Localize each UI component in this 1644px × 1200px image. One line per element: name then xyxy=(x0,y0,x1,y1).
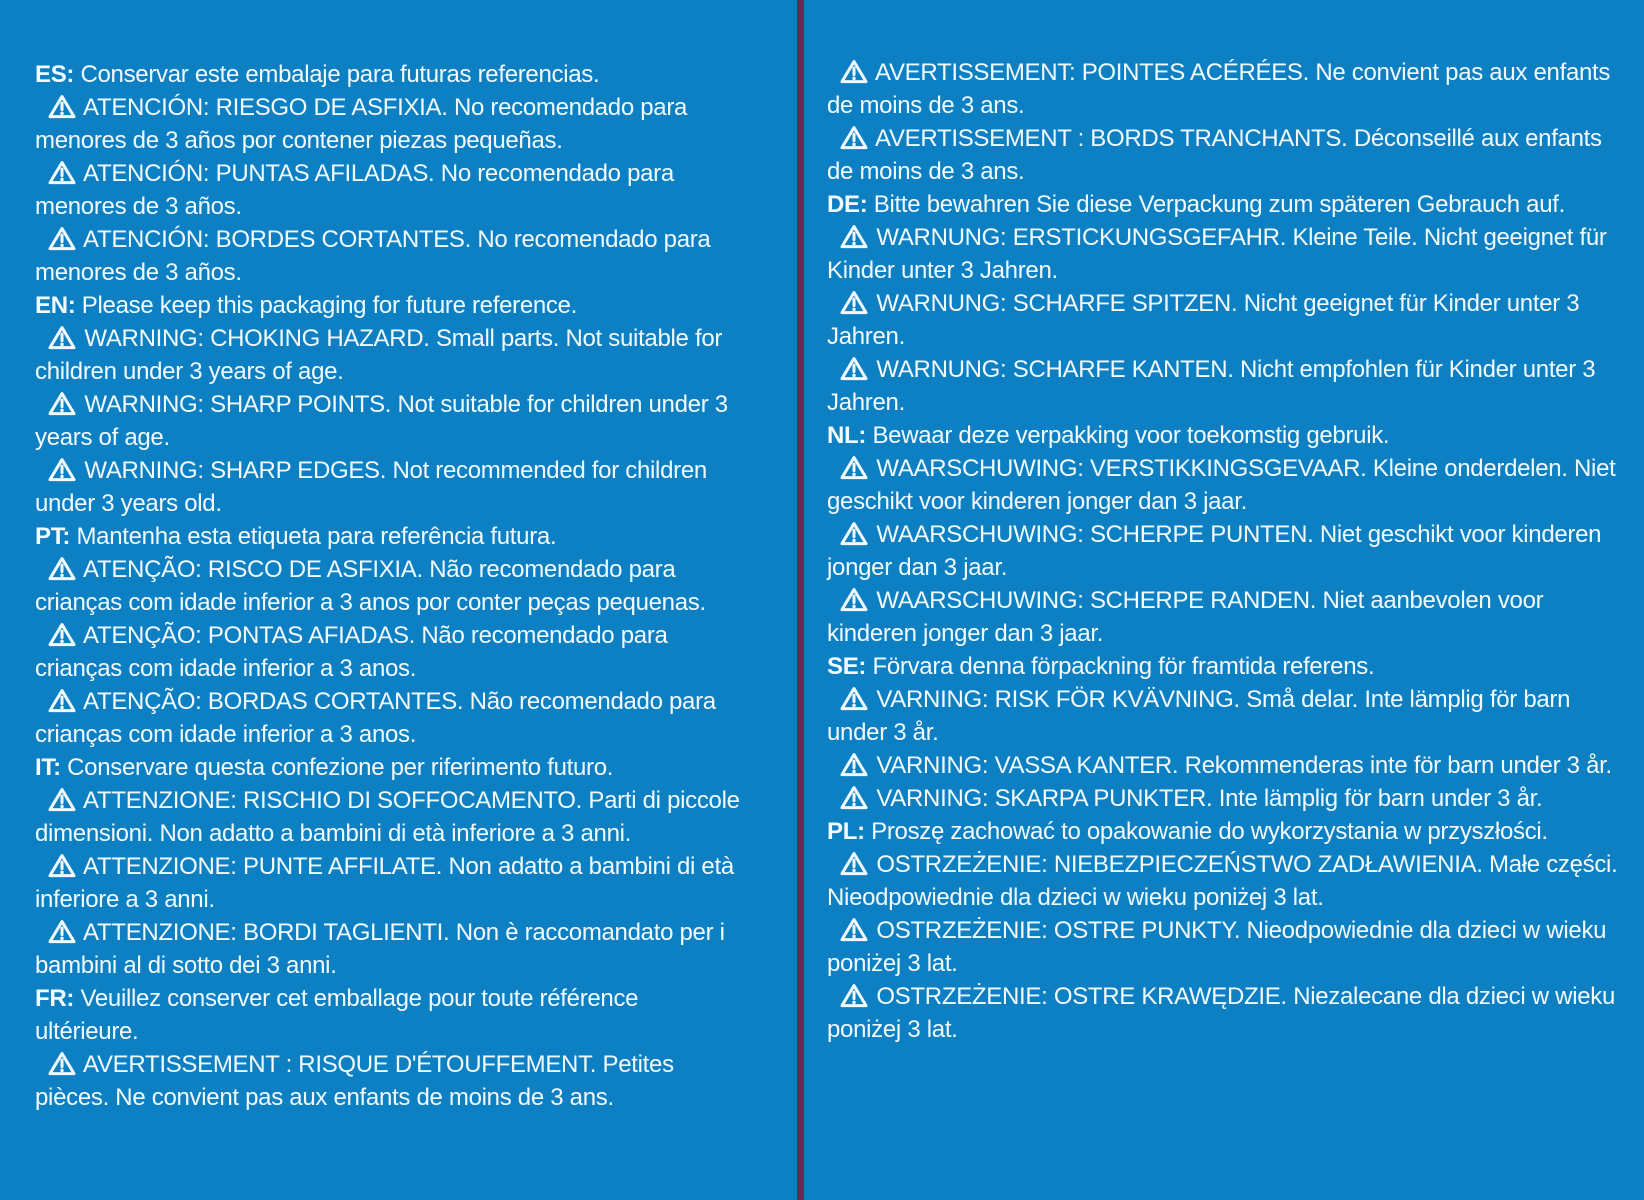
warning-paragraph xyxy=(827,980,1633,1046)
warning-paragraph xyxy=(827,452,1633,518)
warning-triangle-icon xyxy=(840,521,868,546)
warning-triangle-icon xyxy=(840,224,868,249)
warning-triangle-icon xyxy=(48,160,76,185)
warning-triangle-icon xyxy=(48,853,76,878)
warning-paragraph xyxy=(35,157,741,223)
warning-paragraph xyxy=(35,322,741,388)
warning-text: WARNING: SHARP POINTS. Not suitable for children under 3 years of age. xyxy=(35,391,728,451)
language-code-prefix: FR: xyxy=(35,985,75,1012)
language-code-prefix: NL: xyxy=(827,422,867,449)
warning-paragraph xyxy=(35,388,741,454)
warning-paragraph xyxy=(827,782,1633,815)
warning-text: VARNING: RISK FÖR KVÄVNING. Små delar. Inte lämplig för barn under 3 år. xyxy=(827,686,1571,746)
warning-triangle-icon xyxy=(48,94,76,119)
language-code-prefix: EN: xyxy=(35,292,76,319)
language-code-prefix: SE: xyxy=(827,653,867,680)
warning-text: ATENCIÓN: BORDES CORTANTES. No recomendado para menores de 3 años. xyxy=(35,226,711,286)
warning-text: ATENÇÃO: BORDAS CORTANTES. Não recomendado para crianças com idade inferior a 3 anos. xyxy=(35,688,716,748)
warning-paragraph xyxy=(827,221,1633,287)
right-column xyxy=(827,56,1633,1046)
warning-triangle-icon xyxy=(48,787,76,812)
warning-paragraph xyxy=(35,553,741,619)
warning-paragraph xyxy=(827,353,1633,419)
warning-text: ATTENZIONE: RISCHIO DI SOFFOCAMENTO. Parti di piccole dimensioni. Non adatto a bambini di età inferiore a 3 anni. xyxy=(35,787,740,847)
warning-text: ATENÇÃO: PONTAS AFIADAS. Não recomendado para crianças com idade inferior a 3 anos. xyxy=(35,622,668,682)
warning-text: WARNUNG: SCHARFE SPITZEN. Nicht geeignet für Kinder unter 3 Jahren. xyxy=(827,290,1580,350)
warning-paragraph xyxy=(35,619,741,685)
language-section-paragraph xyxy=(35,520,741,553)
warning-text: OSTRZEŻENIE: OSTRE KRAWĘDZIE. Niezalecane dla dzieci w wieku poniżej 3 lat. xyxy=(827,983,1616,1043)
warning-text: ATENCIÓN: PUNTAS AFILADAS. No recomendado para menores de 3 años. xyxy=(35,160,674,220)
warning-paragraph xyxy=(827,584,1633,650)
warning-text: Please keep this packaging for future reference. xyxy=(75,292,578,319)
warning-text: ATENCIÓN: RIESGO DE ASFIXIA. No recomendado para menores de 3 años por contener piezas pequeñas. xyxy=(35,94,688,154)
warning-triangle-icon xyxy=(840,686,868,711)
warning-triangle-icon xyxy=(840,125,868,150)
warning-text: WARNING: CHOKING HAZARD. Small parts. Not suitable for children under 3 years of age. xyxy=(35,325,723,385)
language-code-prefix: ES: xyxy=(35,61,75,88)
warning-triangle-icon xyxy=(48,556,76,581)
warning-text: AVERTISSEMENT: POINTES ACÉRÉES. Ne convient pas aux enfants de moins de 3 ans. xyxy=(827,59,1611,119)
warning-text: WARNUNG: ERSTICKUNGSGEFAHR. Kleine Teile. Nicht geeignet für Kinder unter 3 Jahren. xyxy=(827,224,1607,284)
language-code-prefix: DE: xyxy=(827,191,868,218)
warning-paragraph xyxy=(35,91,741,157)
warning-text: Bitte bewahren Sie diese Verpackung zum späteren Gebrauch auf. xyxy=(867,191,1565,218)
warning-paragraph xyxy=(827,122,1633,188)
warning-text: Mantenha esta etiqueta para referência futura. xyxy=(70,523,557,550)
warning-text: WAARSCHUWING: SCHERPE RANDEN. Niet aanbevolen voor kinderen jonger dan 3 jaar. xyxy=(827,587,1544,647)
warning-triangle-icon xyxy=(48,1051,76,1076)
warning-paragraph xyxy=(827,56,1633,122)
warning-triangle-icon xyxy=(48,919,76,944)
warning-text: Conservare questa confezione per riferimento futuro. xyxy=(60,754,614,781)
center-divider-line xyxy=(797,0,804,1200)
language-code-prefix: PT: xyxy=(35,523,71,550)
language-section-paragraph xyxy=(827,419,1633,452)
warning-text: WAARSCHUWING: SCHERPE PUNTEN. Niet geschikt voor kinderen jonger dan 3 jaar. xyxy=(827,521,1602,581)
warning-triangle-icon xyxy=(48,688,76,713)
warning-text: WAARSCHUWING: VERSTIKKINGSGEVAAR. Kleine onderdelen. Niet geschikt voor kinderen jonger dan 3 jaar. xyxy=(827,455,1616,515)
warning-text: VARNING: VASSA KANTER. Rekommenderas inte för barn under 3 år. xyxy=(876,752,1612,779)
warning-text: WARNUNG: SCHARFE KANTEN. Nicht empfohlen für Kinder unter 3 Jahren. xyxy=(827,356,1596,416)
warning-text: Proszę zachować to opakowanie do wykorzystania w przyszłości. xyxy=(864,818,1548,845)
warning-triangle-icon xyxy=(48,622,76,647)
warning-text: OSTRZEŻENIE: NIEBEZPIECZEŃSTWO ZADŁAWIENIA. Małe części. Nieodpowiednie dla dzieci w wieku poniżej 3 lat. xyxy=(827,851,1618,911)
language-section-paragraph xyxy=(827,815,1633,848)
left-column xyxy=(35,58,741,1114)
language-section-paragraph xyxy=(827,650,1633,683)
warning-text: ATTENZIONE: BORDI TAGLIENTI. Non è raccomandato per i bambini al di sotto dei 3 anni. xyxy=(35,919,725,979)
warning-triangle-icon xyxy=(48,226,76,251)
warning-text: ATTENZIONE: PUNTE AFFILATE. Non adatto a bambini di età inferiore a 3 anni. xyxy=(35,853,734,913)
warning-paragraph xyxy=(35,223,741,289)
warning-text: AVERTISSEMENT : RISQUE D'ÉTOUFFEMENT. Petites pièces. Ne convient pas aux enfants de moins de 3 ans. xyxy=(35,1051,674,1111)
warning-triangle-icon xyxy=(48,457,76,482)
warning-paragraph xyxy=(35,916,741,982)
language-code-prefix: PL: xyxy=(827,818,865,845)
warning-paragraph xyxy=(35,850,741,916)
warning-triangle-icon xyxy=(840,587,868,612)
warning-triangle-icon xyxy=(840,983,868,1008)
warning-text: AVERTISSEMENT : BORDS TRANCHANTS. Déconseillé aux enfants de moins de 3 ans. xyxy=(827,125,1602,185)
language-code-prefix: IT: xyxy=(35,754,61,781)
warning-paragraph xyxy=(35,454,741,520)
warning-triangle-icon xyxy=(840,356,868,381)
warning-triangle-icon xyxy=(48,391,76,416)
warning-triangle-icon xyxy=(840,290,868,315)
warning-paragraph xyxy=(35,1048,741,1114)
warning-text: Bewaar deze verpakking voor toekomstig gebruik. xyxy=(866,422,1390,449)
warning-paragraph xyxy=(827,914,1633,980)
language-section-paragraph xyxy=(35,982,741,1048)
warning-paragraph xyxy=(827,683,1633,749)
language-section-paragraph xyxy=(35,751,741,784)
warning-text: ATENÇÃO: RISCO DE ASFIXIA. Não recomendado para crianças com idade inferior a 3 anos por conter peças pequenas. xyxy=(35,556,706,616)
warning-paragraph xyxy=(35,784,741,850)
language-section-paragraph xyxy=(827,188,1633,221)
language-section-paragraph xyxy=(35,58,741,91)
warning-triangle-icon xyxy=(840,851,868,876)
warning-paragraph xyxy=(827,518,1633,584)
language-section-paragraph xyxy=(35,289,741,322)
warning-triangle-icon xyxy=(840,455,868,480)
warning-paragraph xyxy=(827,749,1633,782)
warning-triangle-icon xyxy=(840,785,868,810)
warning-triangle-icon xyxy=(48,325,76,350)
warning-text: Förvara denna förpackning för framtida referens. xyxy=(866,653,1375,680)
warning-text: OSTRZEŻENIE: OSTRE PUNKTY. Nieodpowiednie dla dzieci w wieku poniżej 3 lat. xyxy=(827,917,1607,977)
warning-paragraph xyxy=(827,848,1633,914)
warning-text: WARNING: SHARP EDGES. Not recommended for children under 3 years old. xyxy=(35,457,707,517)
warning-triangle-icon xyxy=(840,59,868,84)
warning-paragraph xyxy=(827,287,1633,353)
warning-text: Conservar este embalaje para futuras referencias. xyxy=(74,61,600,88)
warning-triangle-icon xyxy=(840,917,868,942)
warning-text: VARNING: SKARPA PUNKTER. Inte lämplig för barn under 3 år. xyxy=(876,785,1543,812)
warning-triangle-icon xyxy=(840,752,868,777)
warning-text: Veuillez conserver cet emballage pour toute référence ultérieure. xyxy=(35,985,639,1045)
warning-paragraph xyxy=(35,685,741,751)
